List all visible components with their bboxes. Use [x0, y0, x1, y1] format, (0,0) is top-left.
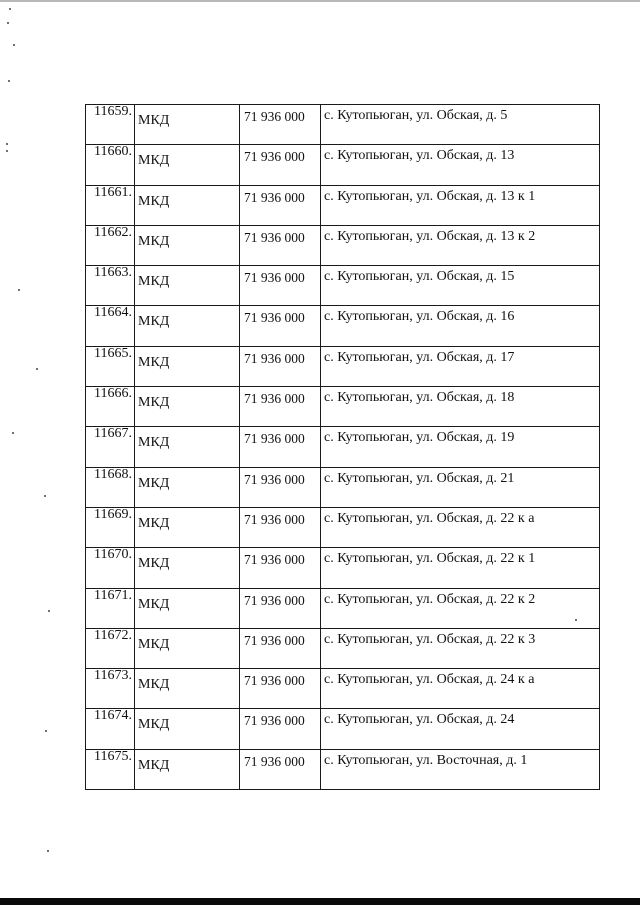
row-number-cell: [86, 588, 135, 628]
table-row: [86, 548, 600, 588]
address-cell: [321, 709, 600, 749]
row-number-cell: [86, 266, 135, 306]
object-type-cell: [135, 709, 240, 749]
address-text: с. Кутопьюган, ул. Обская, д. 17: [324, 349, 515, 365]
row-number-cell: [86, 427, 135, 467]
address-text: с. Кутопьюган, ул. Обская, д. 22 к 1: [324, 551, 536, 567]
row-number-cell: [86, 548, 135, 588]
table-row: [86, 628, 600, 668]
table-body: [86, 105, 600, 790]
row-number-text: 11673.: [94, 668, 132, 684]
object-type-cell: [135, 266, 240, 306]
oktmo-code-text: 71 936 000: [244, 350, 305, 366]
scan-speck: [7, 22, 9, 24]
address-cell: [321, 145, 600, 185]
oktmo-code-cell: [240, 749, 321, 789]
object-type-cell: [135, 749, 240, 789]
object-type-cell: [135, 387, 240, 427]
row-number-cell: [86, 145, 135, 185]
oktmo-code-cell: [240, 467, 321, 507]
oktmo-code-text: 71 936 000: [244, 310, 305, 326]
oktmo-code-text: 71 936 000: [244, 632, 305, 648]
row-number-text: 11660.: [94, 144, 132, 160]
address-text: с. Кутопьюган, ул. Восточная, д. 1: [324, 752, 528, 768]
page-top-edge: [0, 0, 640, 2]
oktmo-code-cell: [240, 507, 321, 547]
scan-speck: [13, 44, 15, 46]
row-number-text: 11670.: [94, 547, 132, 563]
address-cell: [321, 185, 600, 225]
scan-speck: [44, 495, 46, 497]
address-cell: [321, 306, 600, 346]
row-number-text: 11665.: [94, 346, 132, 361]
scan-speck: [18, 289, 20, 291]
row-number-cell: [86, 628, 135, 668]
oktmo-code-text: 71 936 000: [244, 592, 305, 608]
object-type-text: МКД: [138, 274, 170, 290]
object-type-cell: [135, 548, 240, 588]
address-cell: [321, 749, 600, 789]
row-number-cell: [86, 306, 135, 346]
object-type-cell: [135, 588, 240, 628]
oktmo-code-cell: [240, 387, 321, 427]
oktmo-code-text: 71 936 000: [244, 753, 305, 769]
scan-speck: [6, 150, 8, 152]
oktmo-code-text: 71 936 000: [244, 149, 305, 165]
row-number-text: 11666.: [94, 386, 132, 402]
object-type-cell: [135, 427, 240, 467]
row-number-text: 11664.: [94, 305, 132, 321]
address-text: с. Кутопьюган, ул. Обская, д. 15: [324, 269, 515, 285]
object-type-text: МКД: [138, 757, 170, 773]
row-number-text: 11672.: [94, 628, 132, 643]
row-number-cell: [86, 507, 135, 547]
oktmo-code-cell: [240, 145, 321, 185]
object-type-cell: [135, 669, 240, 709]
scan-speck: [6, 143, 8, 145]
address-cell: [321, 105, 600, 145]
table-row: [86, 105, 600, 145]
oktmo-code-cell: [240, 548, 321, 588]
oktmo-code-cell: [240, 669, 321, 709]
oktmo-code-text: 71 936 000: [244, 511, 305, 527]
address-cell: [321, 628, 600, 668]
row-number-cell: [86, 346, 135, 386]
table-row: [86, 185, 600, 225]
oktmo-code-cell: [240, 185, 321, 225]
address-text: с. Кутопьюган, ул. Обская, д. 13 к 2: [324, 228, 536, 244]
row-number-cell: [86, 709, 135, 749]
oktmo-code-text: 71 936 000: [244, 391, 305, 407]
address-text: с. Кутопьюган, ул. Обская, д. 5: [324, 108, 508, 123]
object-type-text: МКД: [138, 475, 170, 491]
object-type-text: МКД: [138, 193, 170, 209]
object-type-text: МКД: [138, 153, 170, 169]
object-type-text: МКД: [138, 677, 170, 693]
object-type-cell: [135, 185, 240, 225]
address-text: с. Кутопьюган, ул. Обская, д. 18: [324, 390, 515, 406]
oktmo-code-text: 71 936 000: [244, 270, 305, 286]
address-text: с. Кутопьюган, ул. Обская, д. 24: [324, 712, 515, 728]
table-row: [86, 145, 600, 185]
row-number-text: 11674.: [94, 708, 132, 724]
oktmo-code-cell: [240, 346, 321, 386]
object-type-cell: [135, 507, 240, 547]
object-type-cell: [135, 306, 240, 346]
oktmo-code-cell: [240, 266, 321, 306]
oktmo-code-text: 71 936 000: [244, 673, 305, 689]
row-number-cell: [86, 105, 135, 145]
table-row: [86, 709, 600, 749]
oktmo-code-text: 71 936 000: [244, 431, 305, 447]
object-type-cell: [135, 225, 240, 265]
oktmo-code-cell: [240, 105, 321, 145]
row-number-cell: [86, 669, 135, 709]
oktmo-code-cell: [240, 225, 321, 265]
address-text: с. Кутопьюган, ул. Обская, д. 13 к 1: [324, 188, 536, 204]
object-type-text: МКД: [138, 596, 170, 612]
address-cell: [321, 507, 600, 547]
oktmo-code-text: 71 936 000: [244, 189, 305, 205]
object-type-cell: [135, 145, 240, 185]
row-number-cell: [86, 387, 135, 427]
scan-speck: [8, 80, 10, 82]
oktmo-code-cell: [240, 306, 321, 346]
object-type-text: МКД: [138, 435, 170, 451]
oktmo-code-cell: [240, 628, 321, 668]
scan-speck: [45, 730, 47, 732]
oktmo-code-cell: [240, 427, 321, 467]
scan-speck: [9, 8, 11, 10]
oktmo-code-text: 71 936 000: [244, 713, 305, 729]
object-type-cell: [135, 628, 240, 668]
row-number-text: 11663.: [94, 265, 132, 281]
row-number-text: 11668.: [94, 467, 132, 482]
address-cell: [321, 427, 600, 467]
address-cell: [321, 346, 600, 386]
table-row: [86, 427, 600, 467]
address-text: с. Кутопьюган, ул. Обская, д. 24 к а: [324, 672, 535, 688]
object-type-text: МКД: [138, 233, 170, 249]
address-text: с. Кутопьюган, ул. Обская, д. 22 к 2: [324, 591, 536, 607]
row-number-text: 11659.: [94, 104, 132, 119]
address-cell: [321, 225, 600, 265]
row-number-text: 11671.: [94, 588, 132, 603]
oktmo-code-cell: [240, 588, 321, 628]
table-row: [86, 669, 600, 709]
object-type-text: МКД: [138, 556, 170, 572]
address-text: с. Кутопьюган, ул. Обская, д. 22 к а: [324, 510, 535, 526]
address-cell: [321, 266, 600, 306]
oktmo-code-text: 71 936 000: [244, 109, 305, 124]
address-cell: [321, 548, 600, 588]
table-row: [86, 749, 600, 789]
object-type-cell: [135, 105, 240, 145]
oktmo-code-text: 71 936 000: [244, 229, 305, 245]
scan-speck: [36, 368, 38, 370]
object-type-text: МКД: [138, 314, 170, 330]
scan-speck: [47, 850, 49, 852]
address-text: с. Кутопьюган, ул. Обская, д. 16: [324, 309, 515, 325]
object-type-cell: [135, 346, 240, 386]
oktmo-code-cell: [240, 709, 321, 749]
address-text: с. Кутопьюган, ул. Обская, д. 22 к 3: [324, 631, 536, 647]
row-number-text: 11662.: [94, 225, 132, 240]
row-number-text: 11675.: [94, 749, 132, 764]
address-cell: [321, 669, 600, 709]
address-text: с. Кутопьюган, ул. Обская, д. 21: [324, 470, 515, 486]
table-row: [86, 507, 600, 547]
address-cell: [321, 467, 600, 507]
address-text: с. Кутопьюган, ул. Обская, д. 19: [324, 430, 515, 446]
page-bottom-edge: [0, 898, 640, 905]
object-type-text: МКД: [138, 354, 170, 370]
table-row: [86, 225, 600, 265]
table-row: [86, 467, 600, 507]
object-type-text: МКД: [138, 113, 170, 128]
table-row: [86, 266, 600, 306]
row-number-cell: [86, 749, 135, 789]
address-cell: [321, 588, 600, 628]
row-number-cell: [86, 225, 135, 265]
table-row: [86, 588, 600, 628]
address-cell: [321, 387, 600, 427]
table-row: [86, 387, 600, 427]
object-type-text: МКД: [138, 636, 170, 652]
address-registry-table: [85, 104, 600, 790]
row-number-text: 11669.: [94, 507, 132, 522]
address-text: с. Кутопьюган, ул. Обская, д. 13: [324, 148, 515, 164]
object-type-text: МКД: [138, 395, 170, 411]
oktmo-code-text: 71 936 000: [244, 552, 305, 568]
row-number-text: 11667.: [94, 426, 132, 442]
oktmo-code-text: 71 936 000: [244, 471, 305, 487]
scan-speck: [12, 432, 14, 434]
table-row: [86, 306, 600, 346]
object-type-text: МКД: [138, 515, 170, 531]
row-number-cell: [86, 467, 135, 507]
row-number-text: 11661.: [94, 185, 132, 200]
object-type-cell: [135, 467, 240, 507]
row-number-cell: [86, 185, 135, 225]
scan-speck: [48, 610, 50, 612]
table-row: [86, 346, 600, 386]
object-type-text: МКД: [138, 717, 170, 733]
